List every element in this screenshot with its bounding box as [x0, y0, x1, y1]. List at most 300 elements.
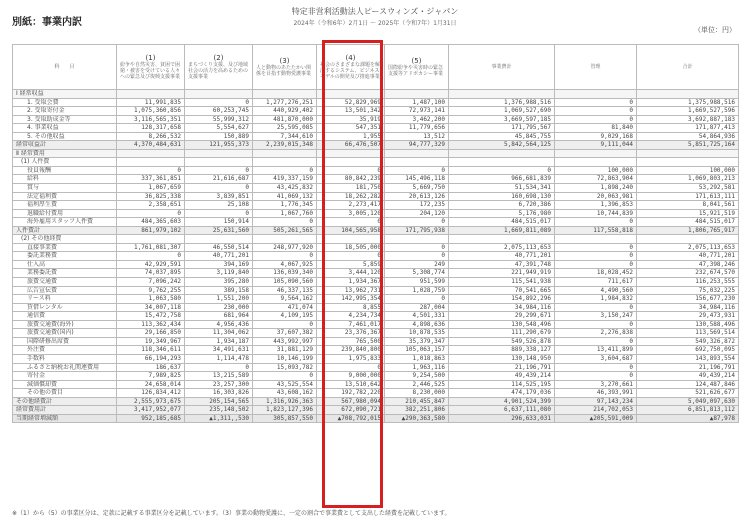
cell-value: ▲708,792,015 [317, 414, 385, 423]
cell-value: 100,000 [637, 166, 739, 175]
column-number: (5) [411, 57, 422, 65]
cell-value [185, 90, 253, 99]
cell-value: 4,490,560 [555, 286, 637, 295]
cell-value: 11,991,835 [117, 98, 185, 107]
column-description: 合計 [682, 64, 693, 70]
cell-value: 0 [555, 363, 637, 372]
cell-value: 889,338,127 [449, 346, 555, 355]
row-label: 人件費計 [13, 226, 117, 235]
row-label: 役員報酬 [13, 166, 117, 175]
table-row [13, 252, 739, 261]
row-label: 国際研修出席費 [13, 337, 117, 346]
cell-value: 287,004 [385, 303, 449, 312]
cell-value: 160,698,130 [449, 192, 555, 201]
row-label: Ⅱ 経常費用 [13, 149, 117, 158]
row-label: リース料 [13, 295, 117, 304]
cell-value: 296,633,031 [449, 414, 555, 423]
cell-value: 4,067,925 [253, 260, 317, 269]
cell-value: 150,889 [185, 132, 253, 141]
column-header-7 [555, 45, 637, 90]
cell-value: 21,196,791 [637, 363, 739, 372]
cell-value: 9,762,255 [117, 286, 185, 295]
cell-value: 23,257,300 [185, 380, 253, 389]
cell-value: 10,878,535 [385, 329, 449, 338]
cell-value: 21,196,791 [449, 363, 555, 372]
cell-value: 443,992,997 [253, 337, 317, 346]
cell-value: 0 [253, 218, 317, 227]
cell-value: 474,179,036 [449, 389, 555, 398]
cell-value: 382,251,806 [385, 406, 449, 415]
cell-value: 3,692,887,183 [637, 115, 739, 124]
cell-value: 521,626,677 [637, 389, 739, 398]
row-label: 賃借レンタル [13, 303, 117, 312]
cell-value: 711,617 [555, 278, 637, 287]
cell-value: 142,995,354 [317, 295, 385, 304]
table-row [13, 175, 739, 184]
cell-value: 1,984,832 [555, 295, 637, 304]
cell-value: 2,446,525 [385, 380, 449, 389]
cell-value: 9,111,044 [555, 141, 637, 150]
cell-value: 0 [253, 166, 317, 175]
cell-value [385, 149, 449, 158]
cell-value: 1,063,580 [117, 295, 185, 304]
cell-value: 113,362,434 [117, 320, 185, 329]
cell-value: 0 [555, 218, 637, 227]
cell-value: 1,551,200 [185, 295, 253, 304]
cell-value: 389,158 [185, 286, 253, 295]
cell-value: 0 [555, 320, 637, 329]
cell-value: 13,501,342 [317, 107, 385, 116]
row-label: 業務委託費 [13, 269, 117, 278]
cell-value: 8,230,000 [385, 389, 449, 398]
row-label: 旅費交通費(海外) [13, 320, 117, 329]
cell-value: 130,588,496 [637, 320, 739, 329]
cell-value: 0 [555, 260, 637, 269]
organization-header [260, 6, 490, 27]
cell-value: 16,303,826 [185, 389, 253, 398]
cell-value: 239,840,800 [317, 346, 385, 355]
cell-value: 1,376,988,516 [449, 98, 555, 107]
cell-value [253, 235, 317, 244]
cell-value: 1,075,360,856 [117, 107, 185, 116]
table-row [13, 337, 739, 346]
cell-value: 5,554,627 [185, 124, 253, 133]
cell-value: 0 [117, 209, 185, 218]
cell-value: 186,637 [117, 363, 185, 372]
cell-value: 1,761,081,307 [117, 243, 185, 252]
cell-value: 1,776,345 [253, 201, 317, 210]
cell-value: 70,541,665 [449, 286, 555, 295]
column-description: 科 目 [54, 64, 75, 70]
column-header-1 [117, 45, 185, 90]
column-description: 事業費計 [491, 64, 512, 70]
row-label: 法定福利費 [13, 192, 117, 201]
cell-value: 1,069,527,690 [449, 107, 555, 116]
cell-value: 681,964 [185, 312, 253, 321]
cell-value: 35,379,347 [385, 337, 449, 346]
column-number: (2) [213, 54, 224, 62]
cell-value: 2,075,113,653 [637, 243, 739, 252]
cell-value: 171,795,938 [385, 226, 449, 235]
cell-value: 25,631,560 [185, 226, 253, 235]
cell-value [317, 235, 385, 244]
table-row [13, 286, 739, 295]
cell-value: 34,984,116 [449, 303, 555, 312]
cell-value: 395,280 [185, 278, 253, 287]
cell-value: 2,358,651 [117, 201, 185, 210]
cell-value: 0 [555, 115, 637, 124]
cell-value: 9,000,000 [317, 372, 385, 381]
cell-value: 40,771,201 [637, 252, 739, 261]
table-row [13, 218, 739, 227]
cell-value: 4,501,331 [385, 312, 449, 321]
cell-value: 966,681,839 [449, 175, 555, 184]
cell-value: 2,239,015,348 [253, 141, 317, 150]
table-row [13, 184, 739, 193]
cell-value: 150,914 [185, 218, 253, 227]
cell-value: 471,074 [253, 303, 317, 312]
cell-value: 130,548,496 [449, 320, 555, 329]
row-label: その他経費計 [13, 397, 117, 406]
cell-value: 29,473,931 [637, 312, 739, 321]
cell-value: 567,980,094 [317, 397, 385, 406]
row-label: 広告宣伝費 [13, 286, 117, 295]
cell-value: 25,595,085 [253, 124, 317, 133]
cell-value: ▲1,311,,530 [185, 414, 253, 423]
cell-value: 0 [317, 166, 385, 175]
cell-value: 35,919 [317, 115, 385, 124]
cell-value: 1,114,478 [185, 354, 253, 363]
cell-value: 3,150,247 [555, 312, 637, 321]
cell-value: 181,750 [317, 184, 385, 193]
cell-value: 547,351 [317, 124, 385, 133]
cell-value: 104,565,958 [317, 226, 385, 235]
business-breakdown-table [12, 44, 739, 423]
cell-value: 0 [317, 252, 385, 261]
cell-value: 156,677,230 [637, 295, 739, 304]
column-description: まちづくり支援、及び地域社会の活力を高めるための支援事業 [188, 62, 249, 80]
row-label: 5. その他収益 [13, 132, 117, 141]
cell-value: 952,185,685 [117, 414, 185, 423]
row-label: 経常費用計 [13, 406, 117, 415]
table-row [13, 372, 739, 381]
cell-value: 0 [555, 252, 637, 261]
cell-value: 115,541,938 [449, 278, 555, 287]
cell-value: 47,398,246 [637, 260, 739, 269]
cell-value: 1,069,803,213 [637, 175, 739, 184]
cell-value [637, 90, 739, 99]
cell-value: 232,674,570 [637, 269, 739, 278]
cell-value: 114,525,195 [449, 380, 555, 389]
cell-value: 5,859 [317, 260, 385, 269]
cell-value: 18,028,452 [555, 269, 637, 278]
cell-value: 94,777,329 [385, 141, 449, 150]
row-label: 通信費 [13, 312, 117, 321]
cell-value: 72,973,141 [385, 107, 449, 116]
table-row [13, 98, 739, 107]
cell-value: 484,515,017 [637, 218, 739, 227]
cell-value: 214,702,053 [555, 406, 637, 415]
row-label: その他の費目 [13, 389, 117, 398]
table-row [13, 243, 739, 252]
row-label: 直接事業費 [13, 243, 117, 252]
table-row [13, 269, 739, 278]
row-label: 仕入高 [13, 260, 117, 269]
cell-value: 1,823,127,396 [253, 406, 317, 415]
cell-value: 3,462,200 [385, 115, 449, 124]
cell-value: 1,067,659 [117, 184, 185, 193]
cell-value: 18,505,000 [317, 243, 385, 252]
cell-value: 3,839,851 [185, 192, 253, 201]
cell-value: 192,782,220 [317, 389, 385, 398]
cell-value: 0 [385, 166, 449, 175]
cell-value: 1,487,100 [385, 98, 449, 107]
column-header-8 [637, 45, 739, 90]
table-row [13, 303, 739, 312]
cell-value: 117,558,818 [555, 226, 637, 235]
cell-value: 8,041,561 [637, 201, 739, 210]
cell-value: 3,417,952,077 [117, 406, 185, 415]
cell-value: 765,500 [317, 337, 385, 346]
column-header-0 [13, 45, 117, 90]
table-row [13, 201, 739, 210]
cell-value: 126,834,412 [117, 389, 185, 398]
cell-value: 42,929,591 [117, 260, 185, 269]
row-label: 減価償却費 [13, 380, 117, 389]
row-label: 2. 受取寄付金 [13, 107, 117, 116]
table-row [13, 192, 739, 201]
row-label: 退職給付費用 [13, 209, 117, 218]
unit-label: （単位：円） [694, 26, 736, 34]
cell-value: 20,613,126 [385, 192, 449, 201]
cell-value: 105,090,560 [253, 278, 317, 287]
row-label: 4. 事業収益 [13, 124, 117, 133]
cell-value: 52,829,969 [317, 98, 385, 107]
table-row [13, 363, 739, 372]
table-row [13, 380, 739, 389]
cell-value: 54,864,936 [637, 132, 739, 141]
cell-value: 0 [385, 243, 449, 252]
cell-value: 4,234,734 [317, 312, 385, 321]
cell-value: 0 [185, 184, 253, 193]
row-label: 旅費交通費 [13, 278, 117, 287]
cell-value: 25,108 [185, 201, 253, 210]
cell-value: 1,316,926,363 [253, 397, 317, 406]
cell-value: 128,317,658 [117, 124, 185, 133]
table-row [13, 414, 739, 423]
cell-value [385, 235, 449, 244]
cell-value [449, 90, 555, 99]
cell-value: 49,439,214 [449, 372, 555, 381]
cell-value: 1,669,811,089 [449, 226, 555, 235]
cell-value: 1,806,765,917 [637, 226, 739, 235]
column-number: (4) [345, 54, 356, 62]
cell-value: 49,439,214 [637, 372, 739, 381]
cell-value [317, 149, 385, 158]
cell-value: 549,326,872 [637, 337, 739, 346]
row-label: 当期経常増減額 [13, 414, 117, 423]
table-row [13, 107, 739, 116]
cell-value: 0 [385, 218, 449, 227]
cell-value: 34,491,631 [185, 346, 253, 355]
table-body [13, 90, 739, 423]
row-label: 手数料 [13, 354, 117, 363]
cell-value: 0 [449, 166, 555, 175]
table-row [13, 209, 739, 218]
cell-value: ▲205,591,009 [555, 414, 637, 423]
cell-value: 221,949,919 [449, 269, 555, 278]
cell-value [555, 235, 637, 244]
cell-value: 24,658,014 [117, 380, 185, 389]
cell-value: 124,487,846 [637, 380, 739, 389]
cell-value: 47,391,748 [449, 260, 555, 269]
cell-value: 130,148,950 [449, 354, 555, 363]
cell-value: 4,109,195 [253, 312, 317, 321]
row-label: (1) 人件費 [13, 158, 117, 167]
cell-value: 505,261,565 [253, 226, 317, 235]
column-header-2 [185, 45, 253, 90]
cell-value: 154,892,296 [449, 295, 555, 304]
cell-value: 136,039,340 [253, 269, 317, 278]
cell-value: 34,984,116 [637, 303, 739, 312]
cell-value: 210,455,847 [385, 397, 449, 406]
cell-value [253, 158, 317, 167]
cell-value [185, 235, 253, 244]
table-row [13, 389, 739, 398]
column-description: 管理 [590, 64, 601, 70]
cell-value: 121,955,373 [185, 141, 253, 150]
cell-value: 97,143,234 [555, 397, 637, 406]
cell-value: 105,063,157 [385, 346, 449, 355]
cell-value: 3,116,565,351 [117, 115, 185, 124]
cell-value: 0 [555, 337, 637, 346]
cell-value: 0 [253, 320, 317, 329]
cell-value: 7,344,610 [253, 132, 317, 141]
cell-value: 484,365,603 [117, 218, 185, 227]
table-row [13, 115, 739, 124]
cell-value: 4,901,524,399 [449, 397, 555, 406]
cell-value: 3,669,597,185 [449, 115, 555, 124]
column-header-6 [449, 45, 555, 90]
table-row [13, 235, 739, 244]
cell-value [117, 149, 185, 158]
cell-value: 81,840 [555, 124, 637, 133]
cell-value [117, 158, 185, 167]
cell-value: 205,154,565 [185, 397, 253, 406]
cell-value: 0 [185, 209, 253, 218]
cell-value: 3,005,120 [317, 209, 385, 218]
column-header-5 [385, 45, 449, 90]
cell-value [555, 158, 637, 167]
row-label: 経常収益計 [13, 141, 117, 150]
row-label: 3. 受取助成金等 [13, 115, 117, 124]
row-label: 海外雇用スタッフ人件費 [13, 218, 117, 227]
cell-value: 484,515,017 [449, 218, 555, 227]
cell-value: 3,119,840 [185, 269, 253, 278]
table-row [13, 312, 739, 321]
cell-value: 171,795,567 [449, 124, 555, 133]
cell-value: 6,720,386 [449, 201, 555, 210]
cell-value: 31,881,129 [253, 346, 317, 355]
cell-value: 9,254,500 [385, 372, 449, 381]
row-label: 寄付金 [13, 372, 117, 381]
cell-value: 9,564,162 [253, 295, 317, 304]
cell-value [449, 235, 555, 244]
column-description: 国際紛争や災害時の緊急支援等アドボカシー事業 [388, 65, 444, 77]
column-number: (1) [145, 54, 156, 62]
cell-value: 2,276,838 [555, 329, 637, 338]
cell-value [385, 90, 449, 99]
cell-value: 34,007,118 [117, 303, 185, 312]
cell-value: 13,510,642 [317, 380, 385, 389]
cell-value: 692,750,095 [637, 346, 739, 355]
cell-value: 118,346,611 [117, 346, 185, 355]
cell-value: 10,146,199 [253, 354, 317, 363]
cell-value: 305,857,550 [253, 414, 317, 423]
cell-value: 41,069,132 [253, 192, 317, 201]
table-row [13, 320, 739, 329]
cell-value: 204,120 [385, 209, 449, 218]
cell-value: 1,375,988,516 [637, 98, 739, 107]
cell-value: 2,555,973,675 [117, 397, 185, 406]
table-row [13, 346, 739, 355]
cell-value: 4,370,484,631 [117, 141, 185, 150]
cell-value: 440,929,402 [253, 107, 317, 116]
cell-value: 11,304,062 [185, 329, 253, 338]
cell-value: 13,411,899 [555, 346, 637, 355]
cell-value: 419,337,159 [253, 175, 317, 184]
table-header-row [13, 45, 739, 90]
cell-value: 1,396,853 [555, 201, 637, 210]
cell-value: 0 [317, 363, 385, 372]
row-label: 1. 受取会費 [13, 98, 117, 107]
cell-value: 10,744,839 [555, 209, 637, 218]
cell-value: 549,526,878 [449, 337, 555, 346]
cell-value: 248,977,920 [253, 243, 317, 252]
cell-value: 0 [185, 363, 253, 372]
table-row [13, 158, 739, 167]
table-row [13, 149, 739, 158]
cell-value: 672,090,721 [317, 406, 385, 415]
cell-value: 951,599 [385, 278, 449, 287]
cell-value: 481,870,000 [253, 115, 317, 124]
row-label: 賞与 [13, 184, 117, 193]
cell-value: ▲290,363,580 [385, 414, 449, 423]
cell-value: 7,461,017 [317, 320, 385, 329]
cell-value: 5,176,980 [449, 209, 555, 218]
cell-value: 37,607,382 [253, 329, 317, 338]
cell-value: 249 [385, 260, 449, 269]
cell-value: 4,956,436 [185, 320, 253, 329]
cell-value: 46,393,991 [555, 389, 637, 398]
cell-value [317, 158, 385, 167]
cell-value: 1,934,187 [185, 337, 253, 346]
cell-value: 7,096,242 [117, 278, 185, 287]
cell-value: 100,000 [555, 166, 637, 175]
row-label: 外注費 [13, 346, 117, 355]
cell-value: 0 [555, 98, 637, 107]
cell-value: 1,898,240 [555, 184, 637, 193]
cell-value [385, 158, 449, 167]
cell-value: 9,029,168 [555, 132, 637, 141]
cell-value: 3,444,120 [317, 269, 385, 278]
cell-value: 1,277,276,251 [253, 98, 317, 107]
cell-value: 171,613,111 [637, 192, 739, 201]
cell-value: 11,779,656 [385, 124, 449, 133]
organization-name: 特定非営利活動法人ピースウィンズ・ジャパン [291, 7, 459, 16]
cell-value: 0 [253, 252, 317, 261]
row-label: 旅費交通費(国内) [13, 329, 117, 338]
